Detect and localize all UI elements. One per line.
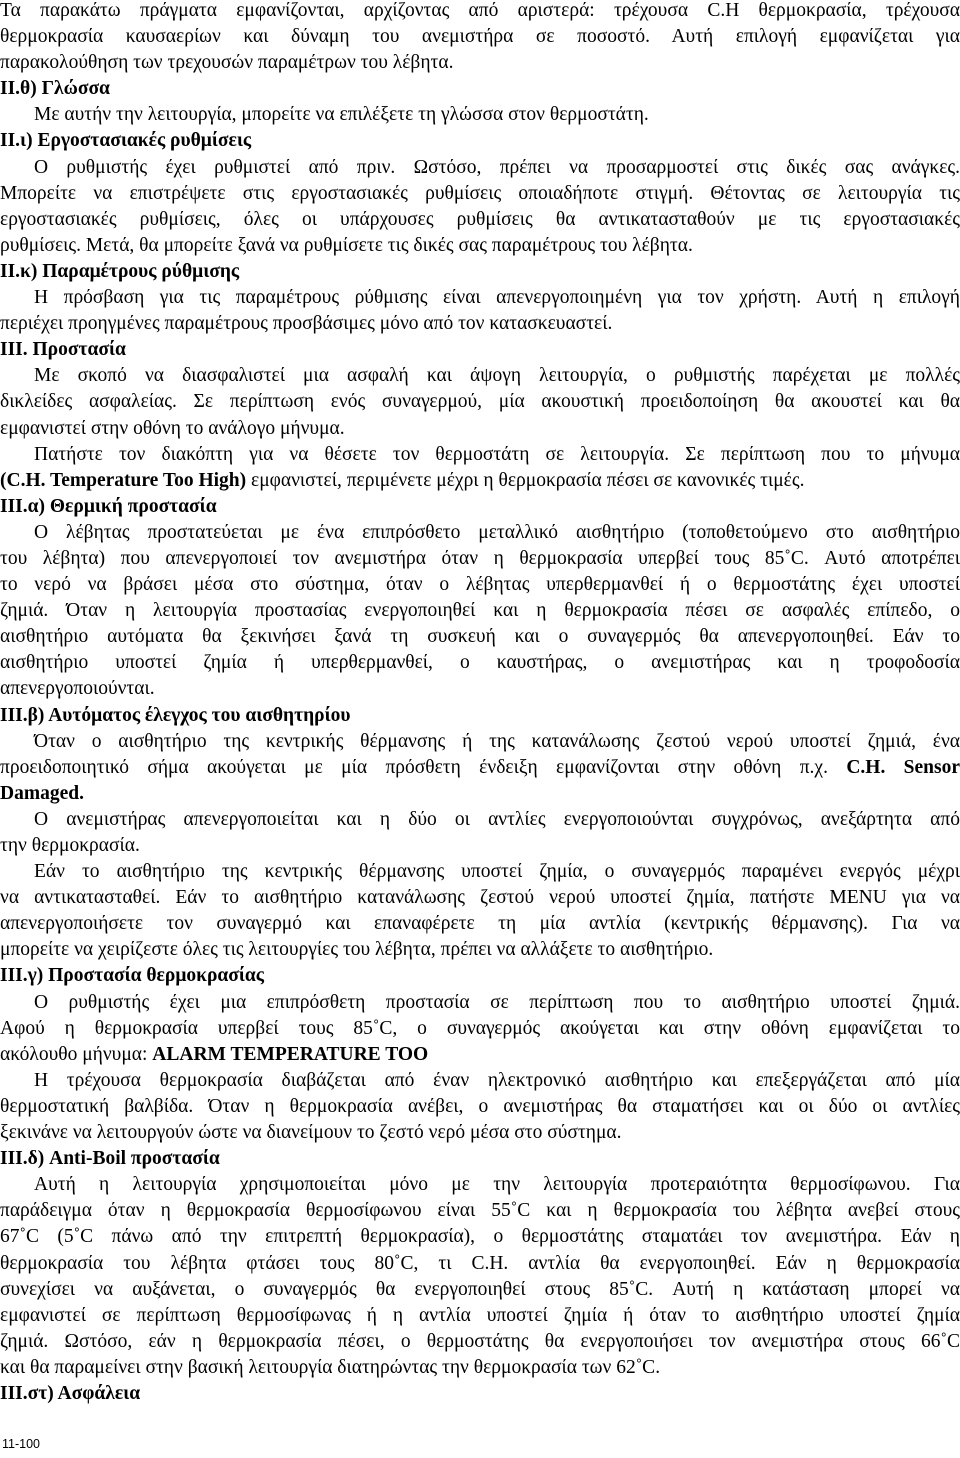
paragraph-line: Ο ανεμιστήρας απενεργοποιείται και η δύο οι αντλίες ενεργοποιούνται συγχρόνως, ανεξάρτητα από [34,808,960,830]
paragraph-line: Αφού η θερμοκρασία υπερβεί τους 85˚C, ο συναγερμός ακούγεται και στην οθόνη εμφανίζεται το [0,1017,960,1039]
paragraph-line: απενεργοποιήσετε τον συναγερμό και επαναφέρετε τη μία αντλία (κεντρικής θέρμανσης). Για να [0,913,960,935]
paragraph-line: Αυτή η λειτουργία χρησιμοποιείται μόνο με την λειτουργία προτεραιότητα θερμοσίφωνου. Για [34,1174,960,1196]
page-number: 11-100 [2,1437,40,1451]
alarm-message-ch-temp: (C.H. Temperature Too High) [0,469,247,491]
section-heading-anti-boil: III.δ) Anti-Boil προστασία [0,1148,220,1170]
paragraph-line: 67˚C (5˚C πάνω από την επιτρεπτή θερμοκρασία), ο θερμοστάτης σταματάει τον ανεμιστήρα. Εάν η [0,1226,960,1248]
paragraph-line: την θερμοκρασία. [0,835,140,856]
paragraph-line: μπορείτε να χειρίζεστε όλες τις λειτουργίες του λέβητα, πρέπει να αλλάξετε το αισθητήριο. [0,939,714,961]
paragraph-line: ρυθμίσεις. Μετά, θα μπορείτε ξανά να ρυθμίσετε τις δικές σας παραμέτρους του λέβητα. [0,234,693,256]
alarm-message-sensor-cont: Damaged. [0,782,84,804]
section-heading-temperature-protection: III.γ) Προστασία θερμοκρασίας [0,965,265,987]
paragraph-line: θερμοστατική βαλβίδα. Όταν η θερμοκρασία ανέβει, ο ανεμιστήρας θα σταματήσει και οι δύο οι αντλίες [0,1095,960,1117]
paragraph-line: Με σκοπό να διασφαλιστεί μια ασφαλή και άψογη λειτουργία, ο ρυθμιστής παρέχεται με πολλές [34,365,960,387]
paragraph-line: αισθητήριο υποστεί ζημία ή υπερθερμανθεί, ο καυστήρας, ο ανεμιστήρας και η τροφοδοσία [0,652,960,674]
paragraph-line: και θα παραμείνει στην βασική λειτουργία διατηρώντας την θερμοκρασία των 62˚C. [0,1356,661,1378]
paragraph-line: εργοστασιακές ρυθμίσεις, όλες οι υπάρχουσες ρυθμίσεις θα αντικατασταθούν με τις εργοστασιακές [0,208,960,230]
paragraph-text: ακόλουθο μήνυμα: [0,1043,153,1065]
section-heading-protection: III. Προστασία [0,339,126,361]
paragraph-line [0,755,960,781]
paragraph-line: ζημιά. Όταν η λειτουργία προστασίας ενεργοποιηθεί και η θερμοκρασία πέσει σε ασφαλές επίπεδο, ο [0,600,960,622]
paragraph-line: Ο λέβητας προστατεύεται με ένα επιπρόσθετο μεταλλικό αισθητήριο (τοποθετούμενο στο αισθητήριο [34,521,960,543]
section-heading-setting-parameters: II.κ) Παραμέτρους ρύθμισης [0,260,240,282]
paragraph-line [0,781,960,807]
paragraph-line: θερμοκρασία του λέβητα φτάσει τους 80˚C, τι C.H. αντλία θα ενεργοποιηθεί. Εάν η θερμοκρασία [0,1252,960,1274]
paragraph-line: δικλείδες ασφαλείας. Σε περίπτωση ενός συναγερμού, μία ακουστική προειδοποίηση θα ακουστεί και θα [0,391,960,413]
section-heading-safety: III.στ) Ασφάλεια [0,1382,141,1404]
paragraph-line: Η τρέχουσα θερμοκρασία διαβάζεται από έναν ηλεκτρονικό αισθητήριο και επεξεργάζεται από μία [34,1069,960,1091]
paragraph-line: συνεχίσει να αυξάνεται, ο συναγερμός θα ενεργοποιηθεί στους 85˚C. Αυτή η κατάσταση μπορεί να [0,1278,960,1300]
paragraph-line: Τα παρακάτω πράγματα εμφανίζονται, αρχίζοντας από αριστερά: τρέχουσα C.H θερμοκρασία, τρέχουσα [0,0,960,21]
alarm-message-sensor: C.H. Sensor [846,756,960,778]
alarm-message-temperature: ALARM TEMPERATURE TOO [152,1043,429,1065]
paragraph-line: Όταν ο αισθητήριο της κεντρικής θέρμανσης ή της κατανάλωσης ζεστού νερού υποστεί ζημιά, ένα [34,730,960,752]
paragraph-line: αισθητήριο αυτόματα θα ξεκινήσει ξανά τη συσκευή και ο συναγερμός θα απενεργοποιηθεί. Εάν το [0,626,960,648]
section-heading-language: II.θ) Γλώσσα [0,78,110,100]
section-heading-thermal-protection: III.α) Θερμική προστασία [0,495,217,517]
paragraph-line: το νερό να βράσει μέσα στο σύστημα, όταν ο λέβητας υπερθερμανθεί ή ο θερμοστάτης έχει υποστεί [0,574,960,596]
paragraph-text: εμφανιστεί, περιμένετε μέχρι η θερμοκρασία πέσει σε κανονικές τιμές. [246,469,805,491]
paragraph-line: θερμοκρασία καυσαερίων και δύναμη του ανεμιστήρα σε ποσοστό. Αυτή επιλογή εμφανίζεται για [0,26,960,48]
paragraph-line: εμφανιστεί στην οθόνη το ανάλογο μήνυμα. [0,417,345,439]
paragraph-line: περιέχει προηγμένες παραμέτρους προσβάσιμες μόνο από τον κατασκευαστεί. [0,313,613,335]
section-heading-sensor-check: III.β) Αυτόματος έλεγχος του αισθητηρίου [0,704,351,726]
paragraph-line: Εάν το αισθητήριο της κεντρικής θέρμανσης υποστεί ζημία, ο συναγερμός παραμένει ενεργός μέχρι [34,861,960,883]
paragraph-line [0,1042,960,1068]
paragraph-line: παράδειγμα όταν η θερμοκρασία θερμοσίφωνου είναι 55˚C και η θερμοκρασία του λέβητα ανεβεί στους [0,1200,960,1222]
paragraph-line: εμφανιστεί σε περίπτωση θερμοσίφωνας ή η αντλία υποστεί ζημία ή όταν το αισθητήριο υποστεί ζημία [0,1304,960,1326]
paragraph-line: Ο ρυθμιστής έχει μια επιπρόσθετη προστασία σε περίπτωση που το αισθητήριο υποστεί ζημιά. [34,991,960,1013]
paragraph-line: του λέβητα) που απενεργοποιεί τον ανεμιστήρα όταν η θερμοκρασία υπερβεί τους 85˚C. Αυτό αποτρέπει [0,547,960,569]
paragraph-line: παρακολούθηση των τρεχουσών παραμέτρων του λέβητα. [0,52,454,74]
paragraph-line: ξεκινάνε να λειτουργούν ώστε να διανείμουν το ζεστό νερό μέσα στο σύστημα. [0,1122,622,1144]
paragraph-line: ζημιά. Ωστόσο, εάν η θερμοκρασία πέσει, ο θερμοστάτης θα ενεργοποιήσει τον ανεμιστήρα στους 66˚C [0,1330,960,1352]
paragraph-line: απενεργοποιούνται. [0,678,155,700]
paragraph-line: Ο ρυθμιστής έχει ρυθμιστεί από πριν. Ωστόσο, πρέπει να προσαρμοστεί στις δικές σας ανάγκες. [34,156,960,178]
paragraph-line: Η πρόσβαση για τις παραμέτρους ρύθμισης είναι απενεργοποιημένη για τον χρήστη. Αυτή η επιλογή [34,287,960,309]
section-heading-factory-settings: II.ι) Εργοστασιακές ρυθμίσεις [0,130,252,152]
paragraph-line: Πατήστε τον διακόπτη για να θέσετε τον θερμοστάτη σε λειτουργία. Σε περίπτωση που το μήνυμα [34,443,960,465]
paragraph-text: προειδοποιητικό σήμα ακούγεται με μία πρόσθετη ένδειξη εμφανίζονται στην οθόνη π.χ. [0,756,847,778]
paragraph-line: να αντικατασταθεί. Εάν το αισθητήριο κατανάλωσης ζεστού νερού υποστεί ζημία, πατήστε MENU για να [0,887,960,909]
paragraph-line: Μπορείτε να επιστρέψετε στις εργοστασιακές ρυθμίσεις οποιαδήποτε στιγμή. Θέτοντας σε λειτουργία τις [0,182,960,204]
paragraph-line [0,468,960,494]
paragraph-line: Με αυτήν την λειτουργία, μπορείτε να επιλέξετε τη γλώσσα στον θερμοστάτη. [34,104,649,126]
